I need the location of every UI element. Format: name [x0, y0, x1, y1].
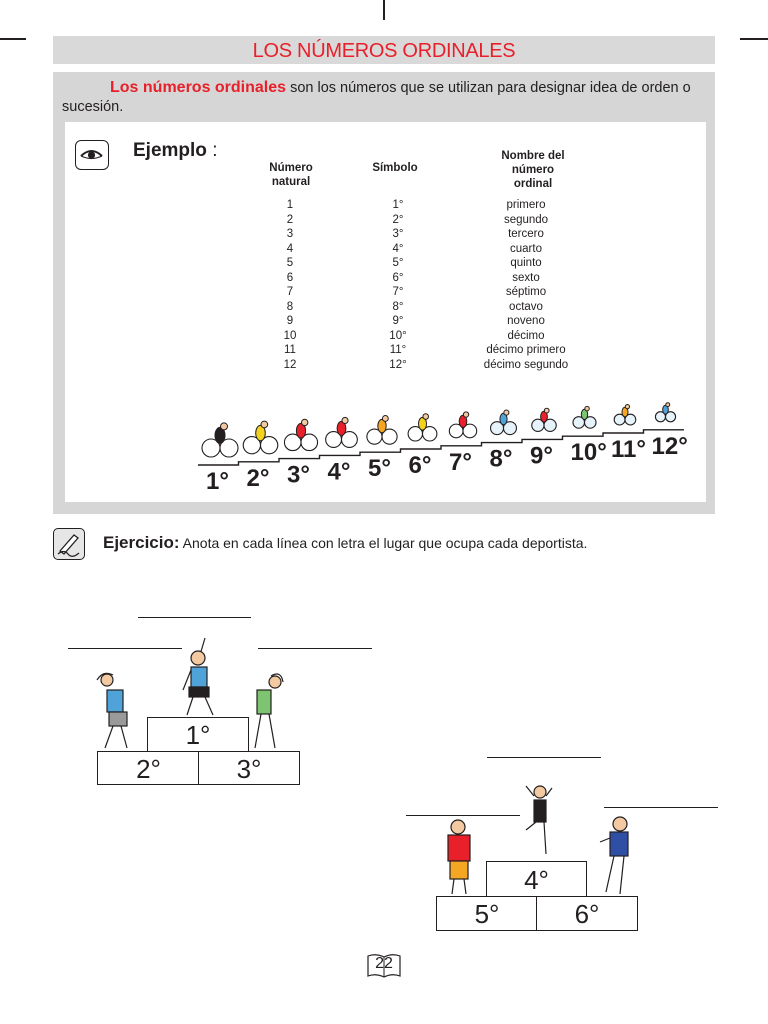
exercise-instruction [103, 533, 587, 553]
row-natural-number: 1 [286, 199, 294, 211]
cyclist-figure [367, 416, 397, 445]
cyclist-figure [532, 408, 556, 431]
row-symbol: 7° [392, 286, 404, 298]
eye-icon [75, 140, 109, 170]
header-symbol: Símbolo [372, 162, 418, 174]
cyclist-figure [491, 410, 517, 435]
row-symbol: 8° [392, 300, 404, 313]
row-symbol: 9° [392, 315, 404, 327]
row-natural-number: 7 [286, 286, 294, 298]
example-label: Ejemplo [133, 140, 207, 161]
intro-highlight: Los números ordinales [110, 79, 287, 96]
row-natural-number: 5 [286, 257, 294, 269]
cyclist-place-label: 8° [489, 445, 513, 473]
row-ordinal-name: décimo segundo [483, 358, 569, 371]
cyclist-place-label: 6° [408, 452, 432, 479]
podium2-third: 6° [536, 896, 638, 931]
row-symbol: 10° [389, 329, 407, 342]
exercise-text: Anota en cada línea con letra el lugar que ocupa cada deportista. [182, 535, 588, 551]
row-ordinal-name: décimo primero [486, 344, 566, 356]
row-natural-number: 4 [286, 242, 294, 255]
row-natural-number: 6 [286, 271, 294, 284]
row-natural-number: 3 [286, 228, 294, 240]
cyclist-figure [573, 406, 596, 428]
cyclists-illustration [195, 385, 695, 495]
crop-mark-top [383, 0, 385, 20]
row-natural-number: 12 [283, 358, 297, 371]
intro-body: son los números que se utilizan para designar idea de orden o sucesión. [62, 80, 691, 115]
podium2-first: 4° [486, 861, 587, 897]
cyclist-place-label: 1° [206, 468, 229, 495]
row-ordinal-name: sexto [512, 271, 540, 284]
row-symbol: 11° [389, 344, 407, 356]
page-number [366, 953, 402, 980]
row-symbol: 5° [392, 257, 404, 269]
example-colon: : [212, 140, 218, 161]
answer-line-first[interactable] [138, 617, 251, 618]
page-number-text: 22 [375, 955, 393, 972]
row-symbol: 3° [392, 228, 404, 240]
cyclist-place-label: 4° [327, 458, 351, 486]
cyclist-place-label: 5° [368, 455, 391, 483]
row-natural-number: 8 [286, 300, 294, 313]
row-ordinal-name: séptimo [505, 286, 547, 298]
podium1-third: 3° [198, 751, 300, 785]
row-natural-number: 9 [286, 315, 294, 327]
cyclist-figure [202, 423, 238, 457]
column-natural [270, 198, 310, 372]
exercise-label: Ejercicio: [103, 533, 180, 552]
row-ordinal-name: segundo [503, 213, 549, 226]
row-ordinal-name: décimo [507, 329, 545, 342]
row-ordinal-name: cuarto [510, 242, 542, 255]
cyclist-place-label: 9° [530, 442, 553, 470]
intro-text [62, 78, 712, 117]
row-natural-number: 11 [284, 344, 296, 356]
cyclist-place-label: 10° [570, 439, 607, 467]
cyclist-figure [284, 419, 317, 450]
cyclist-place-label: 12° [651, 432, 688, 460]
podium1-first: 1° [147, 717, 249, 752]
column-symbol [378, 198, 418, 372]
column-ordinal-name [470, 198, 582, 372]
row-symbol: 4° [392, 242, 404, 255]
podium2-second: 5° [436, 896, 538, 931]
pencil-icon [53, 528, 85, 560]
cyclist-place-label: 3° [287, 461, 310, 489]
answer-line-fourth[interactable] [487, 757, 601, 758]
cyclist-figure [243, 421, 278, 454]
row-symbol: 6° [392, 271, 404, 284]
row-symbol: 2° [392, 213, 404, 226]
row-ordinal-name: octavo [509, 300, 543, 313]
row-ordinal-name: tercero [508, 228, 544, 240]
cyclist-place-label: 2° [246, 464, 270, 492]
cyclist-figure [449, 412, 476, 438]
example-heading [133, 140, 217, 162]
cyclist-figure [614, 405, 636, 425]
cyclist-figure [655, 403, 675, 422]
row-natural-number: 10 [283, 329, 297, 342]
row-natural-number: 2 [286, 213, 294, 226]
row-symbol: 12° [389, 358, 407, 371]
cyclist-place-label: 7° [449, 448, 472, 476]
row-ordinal-name: noveno [507, 315, 545, 327]
cyclist-figure [326, 417, 358, 447]
crop-mark-left [0, 38, 26, 40]
podium1-second: 2° [97, 751, 200, 785]
page-title: LOS NÚMEROS ORDINALES [53, 36, 715, 64]
header-natural: Número natural [269, 162, 313, 188]
row-symbol: 1° [392, 199, 404, 211]
crop-mark-right [740, 38, 768, 40]
row-ordinal-name: quinto [510, 257, 542, 269]
header-ordinal-name: Nombre del número ordinal [501, 150, 565, 190]
cyclist-place-label: 11° [611, 436, 646, 463]
row-ordinal-name: primero [506, 199, 546, 211]
cyclist-figure [408, 414, 437, 441]
